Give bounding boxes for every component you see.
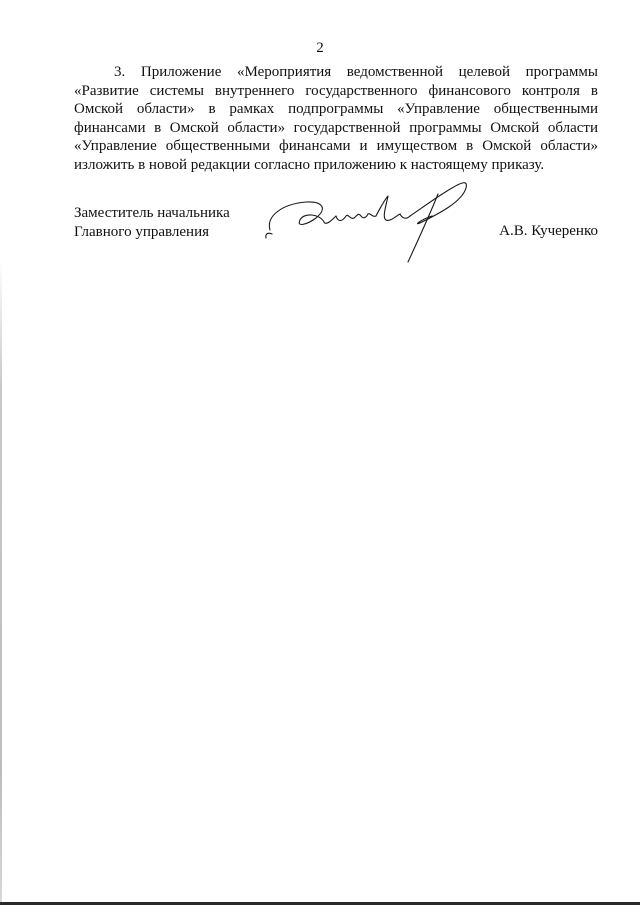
paragraph-line: 3. Приложение «Мероприятия ведомственной целевой программы — [114, 64, 598, 80]
signer-position-line: Заместитель начальника — [74, 205, 230, 221]
order-paragraph — [74, 63, 598, 174]
signer-name: А.В. Кучеренко — [499, 223, 598, 239]
scan-edge-left — [0, 260, 2, 905]
paragraph-line: «Управление общественными финансами и имуществом в Омской области» — [74, 138, 598, 154]
page-number: 2 — [316, 40, 324, 56]
signer-position — [74, 204, 230, 242]
paragraph-line: финансами в Омской области» государственной программы Омской области — [74, 119, 598, 136]
signer-position-line: Главного управления — [74, 224, 209, 240]
paragraph-line: изложить в новой редакции согласно приложению к настоящему приказу. — [74, 156, 545, 173]
handwritten-signature — [262, 168, 482, 268]
paragraph-line: Омской области» в рамках подпрограммы «Управление общественными — [74, 101, 598, 117]
paragraph-line: «Развитие системы внутреннего государственного финансового контроля в — [74, 82, 598, 99]
